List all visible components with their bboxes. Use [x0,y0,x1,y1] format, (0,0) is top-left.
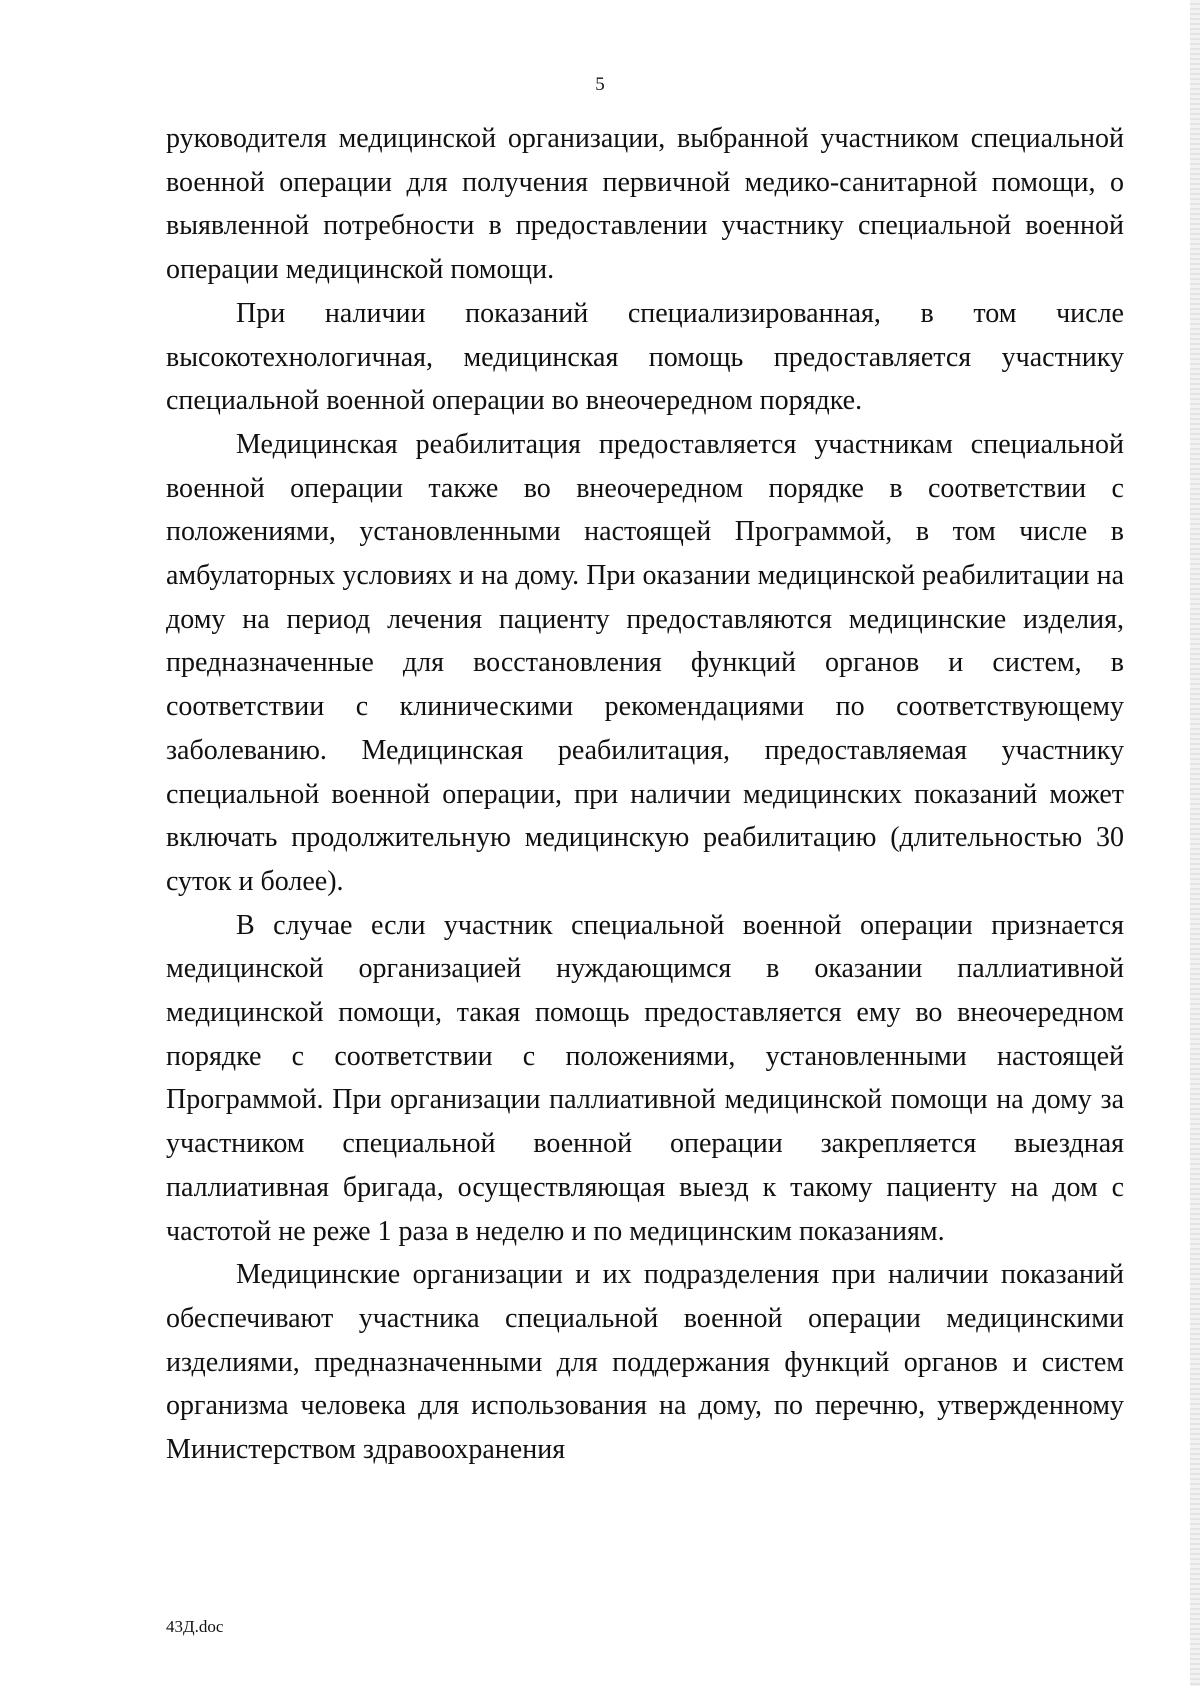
scan-edge [1190,0,1200,1686]
paragraph-medical-devices: Медицинские организации и их подразделения при наличии показаний обеспечивают участника специальной военной операции медицинскими изделиями, предназначенными для поддержания функций органов и систем организма человека для использования на дому, по перечню, утвержденному Министерством здравоохранения [166,1259,1124,1466]
footer-file-name: 43Д.doc [166,1617,224,1636]
paragraph-rehabilitation: Медицинская реабилитация предоставляется участникам специальной военной операции также во внеочередном порядке в соответствии с положениями, установленными настоящей Программой, в том числе в амбулаторных условиях и на дому. При оказании медицинской реабилитации на дому на период лечения пациенту предоставляются медицинские изделия, предназначенные для восстановления функций органов и систем, в соответствии с клиническими рекомендациями по соответствующему заболеванию. Медицинская реабилитация, предоставляемая участнику специальной военной операции, при наличии медицинских показаний может включать продолжительную медицинскую реабилитацию (длительностью 30 суток и более). [166,428,1124,897]
paragraph-specialized-care: При наличии показаний специализированная, в том числе высокотехнологичная, медицинская помощь предоставляется участнику специальной военной операции во внеочередном порядке. [166,297,1124,417]
page-number: 5 [595,74,605,95]
document-body [166,117,1124,1472]
paragraph-palliative-care: В случае если участник специальной военной операции признается медицинской организацией нуждающимся в оказании паллиативной медицинской помощи, такая помощь предоставляется ему во внеочередном порядке с соответствии с положениями, установленными настоящей Программой. При организации паллиативной медицинской помощи на дому за участником специальной военной операции закрепляется выездная паллиативная бригада, осуществляющая выезд к такому пациенту на дом с частотой не реже 1 раза в неделю и по медицинским показаниям. [166,909,1124,1247]
paragraph-continuation: руководителя медицинской организации, выбранной участником специальной военной операции для получения первичной медико-санитарной помощи, о выявленной потребности в предоставлении участнику специальной военной операции медицинской помощи. [166,123,1124,286]
